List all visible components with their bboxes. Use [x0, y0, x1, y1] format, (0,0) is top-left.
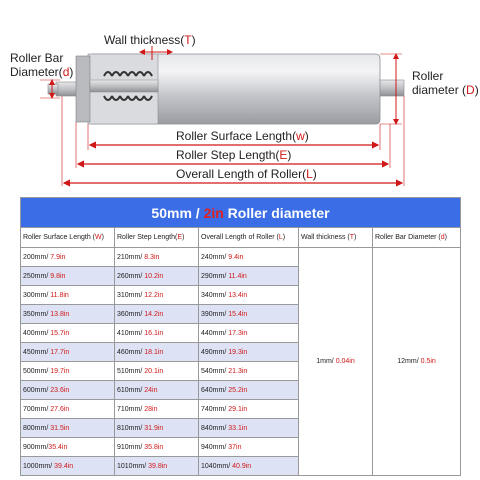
cell-mm: 350mm/: [23, 310, 51, 318]
cell-inch: 12.2in: [144, 291, 164, 299]
table-cell: [115, 343, 199, 362]
table-row: [21, 248, 461, 267]
table-cell: [115, 419, 199, 438]
wall-thickness-label: Wall thickness(T): [104, 33, 196, 47]
table-cell: [115, 381, 199, 400]
cell-inch: 28in: [144, 405, 158, 413]
cell-inch: 10.2in: [144, 272, 164, 280]
cell-inch: 19.7in: [50, 367, 70, 375]
cell-inch: 15.7in: [50, 329, 70, 337]
cell-mm: 450mm/: [23, 348, 51, 356]
cell-inch: 31.5in: [50, 424, 70, 432]
cell-inch: 17.7in: [50, 348, 70, 356]
cell-inch: 20.1in: [144, 367, 164, 375]
cell-inch: 9.4in: [228, 253, 244, 261]
cell-mm: 240mm/: [201, 253, 229, 261]
cell-mm: 710mm/: [117, 405, 145, 413]
cell-mm: 510mm/: [117, 367, 145, 375]
table-cell: [115, 267, 199, 286]
cell-inch: 21.3in: [228, 367, 248, 375]
cell-mm: 310mm/: [117, 291, 145, 299]
cell-mm: 400mm/: [23, 329, 51, 337]
bar-mm: 12mm/: [397, 358, 421, 365]
cell-mm: 210mm/: [117, 253, 145, 261]
header-text: Roller Bar Diameter (: [375, 234, 441, 241]
header-symbol: E: [177, 234, 182, 241]
table-cell: [199, 362, 299, 381]
cell-mm: 410mm/: [117, 329, 145, 337]
table-cell: [199, 324, 299, 343]
cell-inch: 11.4in: [228, 272, 247, 280]
right-shaft: [378, 80, 404, 96]
cell-mm: 490mm/: [201, 348, 229, 356]
cell-inch: 23.6in: [50, 386, 70, 394]
wall-thickness-value: [299, 248, 373, 476]
cell-inch: 8.3in: [144, 253, 160, 261]
cell-inch: 29.1in: [228, 405, 248, 413]
cell-mm: 800mm/: [23, 424, 51, 432]
column-header: [21, 228, 115, 248]
table-cell: [21, 381, 115, 400]
header-symbol: T: [349, 234, 355, 241]
table-cell: [21, 305, 115, 324]
column-header: [115, 228, 199, 248]
column-header: [199, 228, 299, 248]
left-shaft-tip: [48, 84, 58, 94]
table-cell: [21, 267, 115, 286]
cell-inch: 19.3in: [228, 348, 248, 356]
cell-mm: 290mm/: [201, 272, 229, 280]
cell-mm: 1000mm/: [23, 462, 55, 470]
table-cell: [115, 362, 199, 381]
table-cell: [199, 267, 299, 286]
cell-inch: 18.1in: [144, 348, 164, 356]
cell-mm: 840mm/: [201, 424, 229, 432]
tube-flange: [76, 56, 90, 122]
surface-length-label: Roller Surface Length(w): [176, 129, 309, 143]
header-close: ): [282, 234, 286, 241]
cell-mm: 740mm/: [201, 405, 229, 413]
table-title: 50mm / 2in Roller diameter: [21, 198, 461, 228]
header-close: ): [101, 234, 104, 241]
table-cell: [199, 248, 299, 267]
cell-inch: 25.2in: [228, 386, 248, 394]
cell-mm: 810mm/: [117, 424, 145, 432]
cell-mm: 440mm/: [201, 329, 229, 337]
spec-table: [20, 197, 460, 476]
header-symbol: d: [440, 234, 445, 241]
cell-inch: 27.6in: [50, 405, 70, 413]
table-cell: [199, 419, 299, 438]
table-cell: [115, 457, 199, 476]
cell-inch: 40.9in: [232, 462, 252, 470]
cell-mm: 1010mm/: [117, 462, 149, 470]
table-cell: [21, 362, 115, 381]
cell-inch: 17.3in: [228, 329, 248, 337]
cell-mm: 200mm/: [23, 253, 51, 261]
cell-inch: 35.8in: [144, 443, 164, 451]
cell-inch: 15.4in: [228, 310, 248, 318]
cell-inch: 37in: [228, 443, 242, 451]
header-close: ): [354, 234, 357, 241]
column-header: [299, 228, 373, 248]
cell-inch: 35.4in: [48, 443, 68, 451]
cell-mm: 900mm/: [23, 443, 49, 451]
roller-diagram: [0, 0, 480, 192]
table-cell: [21, 248, 115, 267]
cell-mm: 940mm/: [201, 443, 229, 451]
header-text: Wall thickness (: [301, 234, 350, 241]
table-cell: [199, 381, 299, 400]
table-cell: [21, 286, 115, 305]
column-header: [373, 228, 461, 248]
bar-diameter-label: Roller Bar Diameter(d): [10, 51, 74, 79]
table-cell: [115, 305, 199, 324]
cell-mm: 250mm/: [23, 272, 51, 280]
cell-mm: 360mm/: [117, 310, 145, 318]
cell-inch: 39.8in: [148, 462, 168, 470]
table-cell: [115, 286, 199, 305]
cell-mm: 700mm/: [23, 405, 51, 413]
cell-inch: 11.8in: [50, 291, 69, 299]
inner-shaft: [90, 80, 158, 92]
table-cell: [115, 400, 199, 419]
header-symbol: L: [278, 234, 283, 241]
table-cell: [199, 438, 299, 457]
header-close: ): [182, 234, 185, 241]
table-cell: [21, 343, 115, 362]
cell-mm: 300mm/: [23, 291, 51, 299]
cell-mm: 910mm/: [117, 443, 145, 451]
table-cell: [21, 438, 115, 457]
header-text: Roller Step Length(: [117, 234, 178, 241]
cell-inch: 33.1in: [228, 424, 248, 432]
cell-inch: 24in: [144, 386, 158, 394]
cell-inch: 13.4in: [228, 291, 248, 299]
cell-inch: 14.2in: [144, 310, 164, 318]
cell-mm: 540mm/: [201, 367, 229, 375]
table-cell: [199, 286, 299, 305]
roller-illustration: [0, 0, 480, 192]
table-cell: [21, 324, 115, 343]
table-cell: [115, 248, 199, 267]
table-cell: [21, 457, 115, 476]
cell-inch: 7.9in: [50, 253, 66, 261]
header-symbol: W: [94, 234, 102, 241]
table-cell: [199, 400, 299, 419]
cell-mm: 390mm/: [201, 310, 229, 318]
header-text: Roller Surface Length (: [23, 234, 95, 241]
table-cell: [21, 419, 115, 438]
table-cell: [199, 305, 299, 324]
roller-diameter-label: Roller diameter (D): [412, 69, 479, 97]
overall-length-label: Overall Length of Roller(L): [176, 167, 317, 181]
cell-inch: 16.1in: [144, 329, 164, 337]
cell-inch: 39.4in: [54, 462, 74, 470]
table-cell: [199, 457, 299, 476]
cell-mm: 260mm/: [117, 272, 145, 280]
cell-mm: 340mm/: [201, 291, 229, 299]
step-length-label: Roller Step Length(E): [176, 148, 292, 162]
wall-mm: 1mm/: [316, 358, 336, 365]
cell-inch: 31.9in: [144, 424, 164, 432]
table-cell: [199, 343, 299, 362]
cell-mm: 500mm/: [23, 367, 51, 375]
bar-inch: 0.5in: [420, 358, 436, 365]
cell-mm: 640mm/: [201, 386, 229, 394]
table-cell: [115, 438, 199, 457]
cell-mm: 1040mm/: [201, 462, 233, 470]
table-cell: [115, 324, 199, 343]
cell-mm: 460mm/: [117, 348, 145, 356]
wall-inch: 0.04in: [335, 358, 355, 365]
cell-inch: 13.8in: [50, 310, 70, 318]
table-cell: [21, 400, 115, 419]
cell-mm: 610mm/: [117, 386, 145, 394]
header-text: Overall Length of Roller (: [201, 234, 279, 241]
header-close: ): [444, 234, 447, 241]
cell-inch: 9.8in: [50, 272, 66, 280]
bar-diameter-value: [373, 248, 461, 476]
cell-mm: 600mm/: [23, 386, 51, 394]
